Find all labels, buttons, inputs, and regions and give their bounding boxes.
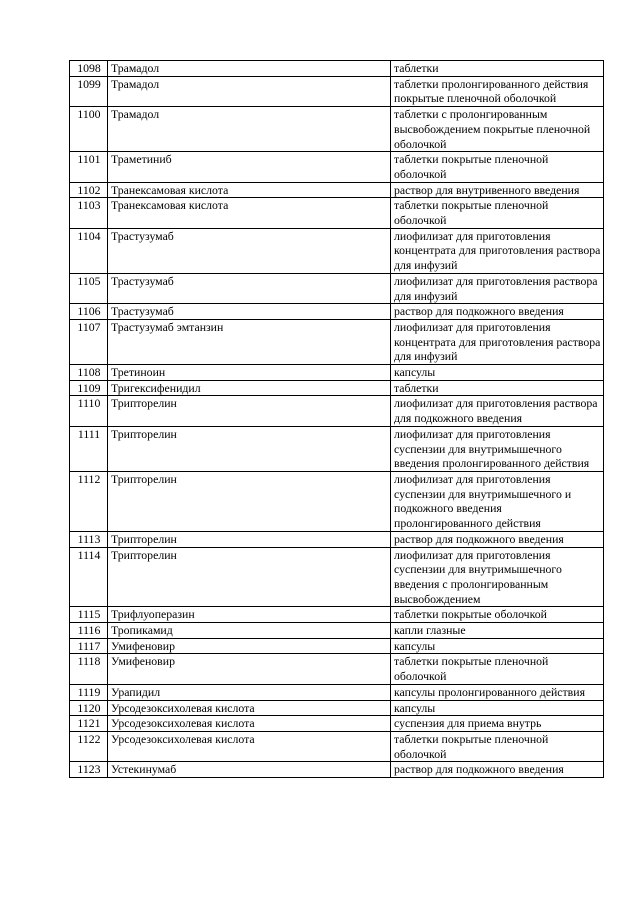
table-row [70, 731, 604, 761]
table-row [70, 182, 604, 198]
row-number: 1098 [70, 61, 108, 77]
row-number: 1117 [70, 638, 108, 654]
table-row [70, 228, 604, 273]
row-number: 1121 [70, 716, 108, 732]
drug-name: Трипторелин [108, 426, 391, 471]
table-row [70, 716, 604, 732]
table-row [70, 152, 604, 182]
table-row [70, 365, 604, 381]
drug-name: Урапидил [108, 684, 391, 700]
table-row [70, 684, 604, 700]
row-number: 1109 [70, 380, 108, 396]
row-number: 1119 [70, 684, 108, 700]
table-row [70, 107, 604, 152]
row-number: 1110 [70, 396, 108, 426]
dosage-form: капсулы [391, 365, 604, 381]
table-row [70, 426, 604, 471]
drug-name: Трастузумаб [108, 273, 391, 303]
dosage-form: суспензия для приема внутрь [391, 716, 604, 732]
drug-name: Трамадол [108, 61, 391, 77]
row-number: 1102 [70, 182, 108, 198]
drug-name: Трипторелин [108, 531, 391, 547]
drug-name: Тригексифенидил [108, 380, 391, 396]
row-number: 1120 [70, 700, 108, 716]
dosage-form: таблетки покрытые оболочкой [391, 607, 604, 623]
drug-name: Трастузумаб [108, 228, 391, 273]
drug-name: Трастузумаб эмтанзин [108, 319, 391, 364]
table-row [70, 531, 604, 547]
row-number: 1104 [70, 228, 108, 273]
drug-name: Траметиниб [108, 152, 391, 182]
row-number: 1101 [70, 152, 108, 182]
dosage-form: капсулы [391, 700, 604, 716]
drug-name: Транексамовая кислота [108, 182, 391, 198]
dosage-form: капли глазные [391, 623, 604, 639]
table-row [70, 607, 604, 623]
dosage-form: таблетки пролонгированного действия покрытые пленочной оболочкой [391, 76, 604, 106]
table-row [70, 654, 604, 684]
row-number: 1122 [70, 731, 108, 761]
row-number: 1107 [70, 319, 108, 364]
dosage-form: лиофилизат для приготовления раствора для подкожного введения [391, 396, 604, 426]
dosage-form: таблетки с пролонгированным высвобождением покрытые пленочной оболочкой [391, 107, 604, 152]
dosage-form: капсулы пролонгированного действия [391, 684, 604, 700]
drug-name: Трипторелин [108, 396, 391, 426]
table-row [70, 319, 604, 364]
dosage-form: лиофилизат для приготовления суспензии для внутримышечного введения с пролонгированным высвобождением [391, 547, 604, 607]
table-row [70, 273, 604, 303]
dosage-form: раствор для подкожного введения [391, 531, 604, 547]
dosage-form: раствор для подкожного введения [391, 762, 604, 778]
dosage-form: таблетки покрытые пленочной оболочкой [391, 731, 604, 761]
drug-name: Тропикамид [108, 623, 391, 639]
table-row [70, 380, 604, 396]
dosage-form: лиофилизат для приготовления раствора для инфузий [391, 273, 604, 303]
table-row [70, 547, 604, 607]
dosage-form: раствор для внутривенного введения [391, 182, 604, 198]
drug-table [69, 60, 604, 778]
row-number: 1123 [70, 762, 108, 778]
table-row [70, 76, 604, 106]
drug-name: Трамадол [108, 107, 391, 152]
dosage-form: лиофилизат для приготовления концентрата для приготовления раствора для инфузий [391, 319, 604, 364]
drug-name: Умифеновир [108, 654, 391, 684]
drug-name: Трипторелин [108, 547, 391, 607]
dosage-form: таблетки [391, 61, 604, 77]
drug-name: Устекинумаб [108, 762, 391, 778]
table-row [70, 198, 604, 228]
drug-name: Третиноин [108, 365, 391, 381]
row-number: 1113 [70, 531, 108, 547]
table-row [70, 762, 604, 778]
table-row [70, 61, 604, 77]
drug-name: Трамадол [108, 76, 391, 106]
row-number: 1114 [70, 547, 108, 607]
drug-name: Урсодезоксихолевая кислота [108, 700, 391, 716]
drug-name: Трастузумаб [108, 304, 391, 320]
dosage-form: таблетки [391, 380, 604, 396]
table-row [70, 700, 604, 716]
row-number: 1106 [70, 304, 108, 320]
table-row [70, 304, 604, 320]
table-row [70, 396, 604, 426]
dosage-form: таблетки покрытые пленочной оболочкой [391, 152, 604, 182]
row-number: 1108 [70, 365, 108, 381]
row-number: 1100 [70, 107, 108, 152]
row-number: 1105 [70, 273, 108, 303]
drug-name: Трифлуоперазин [108, 607, 391, 623]
row-number: 1099 [70, 76, 108, 106]
row-number: 1111 [70, 426, 108, 471]
row-number: 1118 [70, 654, 108, 684]
drug-name: Урсодезоксихолевая кислота [108, 731, 391, 761]
dosage-form: лиофилизат для приготовления суспензии для внутримышечного и подкожного введения пролонгированного действия [391, 471, 604, 531]
drug-name: Умифеновир [108, 638, 391, 654]
drug-name: Транексамовая кислота [108, 198, 391, 228]
table-row [70, 638, 604, 654]
dosage-form: лиофилизат для приготовления суспензии для внутримышечного введения пролонгированного действия [391, 426, 604, 471]
row-number: 1116 [70, 623, 108, 639]
table-row [70, 471, 604, 531]
row-number: 1115 [70, 607, 108, 623]
dosage-form: раствор для подкожного введения [391, 304, 604, 320]
drug-name: Трипторелин [108, 471, 391, 531]
drug-table-body [70, 61, 604, 778]
table-row [70, 623, 604, 639]
row-number: 1103 [70, 198, 108, 228]
dosage-form: капсулы [391, 638, 604, 654]
dosage-form: таблетки покрытые пленочной оболочкой [391, 654, 604, 684]
dosage-form: лиофилизат для приготовления концентрата для приготовления раствора для инфузий [391, 228, 604, 273]
row-number: 1112 [70, 471, 108, 531]
dosage-form: таблетки покрытые пленочной оболочкой [391, 198, 604, 228]
drug-name: Урсодезоксихолевая кислота [108, 716, 391, 732]
